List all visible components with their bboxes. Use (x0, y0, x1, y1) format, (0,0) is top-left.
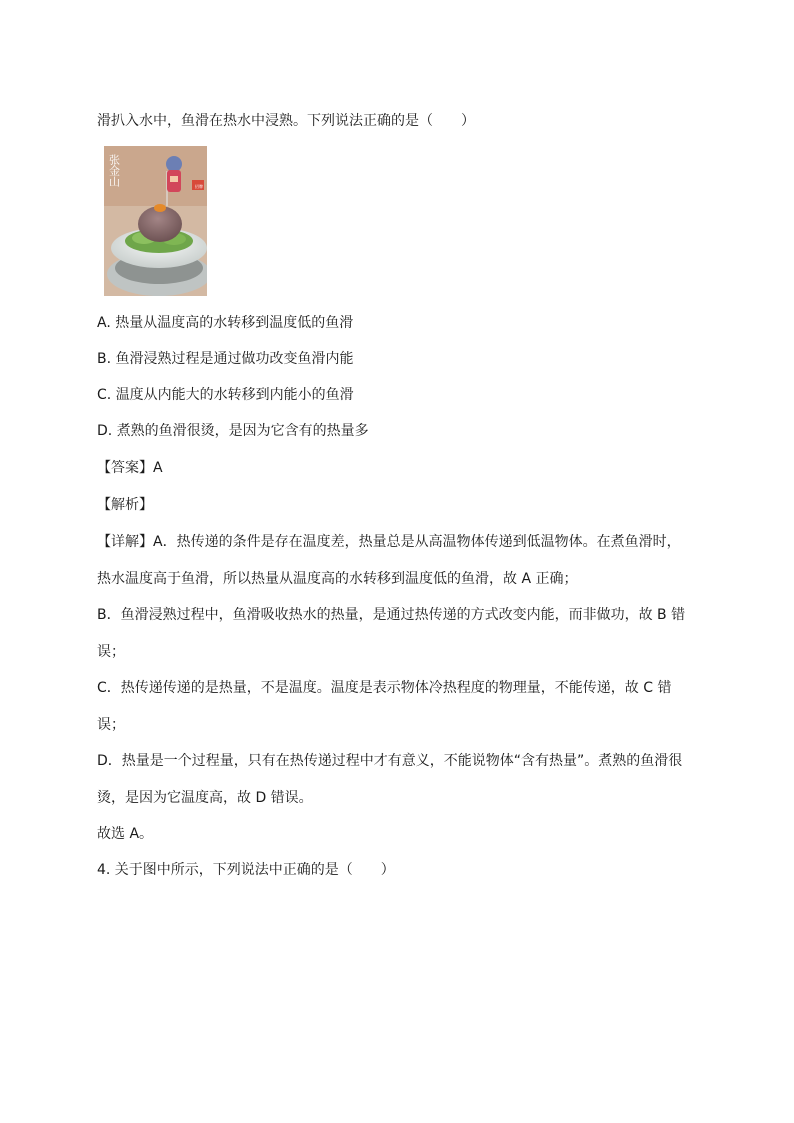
seal-text: 招牌 (195, 184, 203, 189)
explanation-line: D．热量是一个过程量，只有在热传递过程中才有意义，不能说物体“含有热量”。煮熟的鱼滑很 (97, 753, 683, 769)
next-question: 4. 关于图中所示，下列说法中正确的是（ ） (97, 862, 395, 878)
question-stem-tail: 滑扒入水中，鱼滑在热水中浸熟。下列说法正确的是（ ） (97, 113, 475, 129)
option-text: 煮熟的鱼滑很烫，是因为它含有的热量多 (116, 423, 369, 439)
explanation-line: 【详解】A．热传递的条件是存在温度差，热量总是从高温物体传递到低温物体。在煮鱼滑时， (97, 534, 681, 550)
explanation-line: 烫，是因为它温度高，故 D 错误。 (97, 790, 313, 806)
option-b (97, 349, 354, 369)
answer-line: 【答案】A (97, 460, 163, 476)
option-letter: D. (97, 423, 113, 439)
fish-ball-photo (104, 146, 207, 296)
explanation-line: B．鱼滑浸熟过程中，鱼滑吸收热水的热量，是通过热传递的方式改变内能，而非做功，故 B 错 (97, 607, 686, 623)
option-letter: B. (97, 351, 112, 367)
option-text: 温度从内能大的水转移到内能小的鱼滑 (115, 387, 354, 403)
photo-side-text: 张金山 (107, 154, 121, 187)
analysis-title: 【解析】 (97, 497, 153, 513)
explanation-line: C．热传递传递的是热量，不是温度。温度是表示物体冷热程度的物理量，不能传递，故 C 错 (97, 680, 672, 696)
option-text: 热量从温度高的水转移到温度低的鱼滑 (115, 315, 354, 331)
explanation-line: 热水温度高于鱼滑，所以热量从温度高的水转移到温度低的鱼滑，故 A 正确； (97, 571, 578, 587)
option-c (97, 385, 354, 405)
option-text: 鱼滑浸熟过程是通过做功改变鱼滑内能 (115, 351, 354, 367)
explanation-line: 故选 A。 (97, 826, 154, 842)
option-letter: C. (97, 387, 112, 403)
explanation-line: 误； (97, 717, 125, 733)
option-letter: A. (97, 315, 111, 331)
option-d (97, 421, 369, 441)
explanation-line: 误； (97, 644, 125, 660)
option-a (97, 313, 353, 333)
